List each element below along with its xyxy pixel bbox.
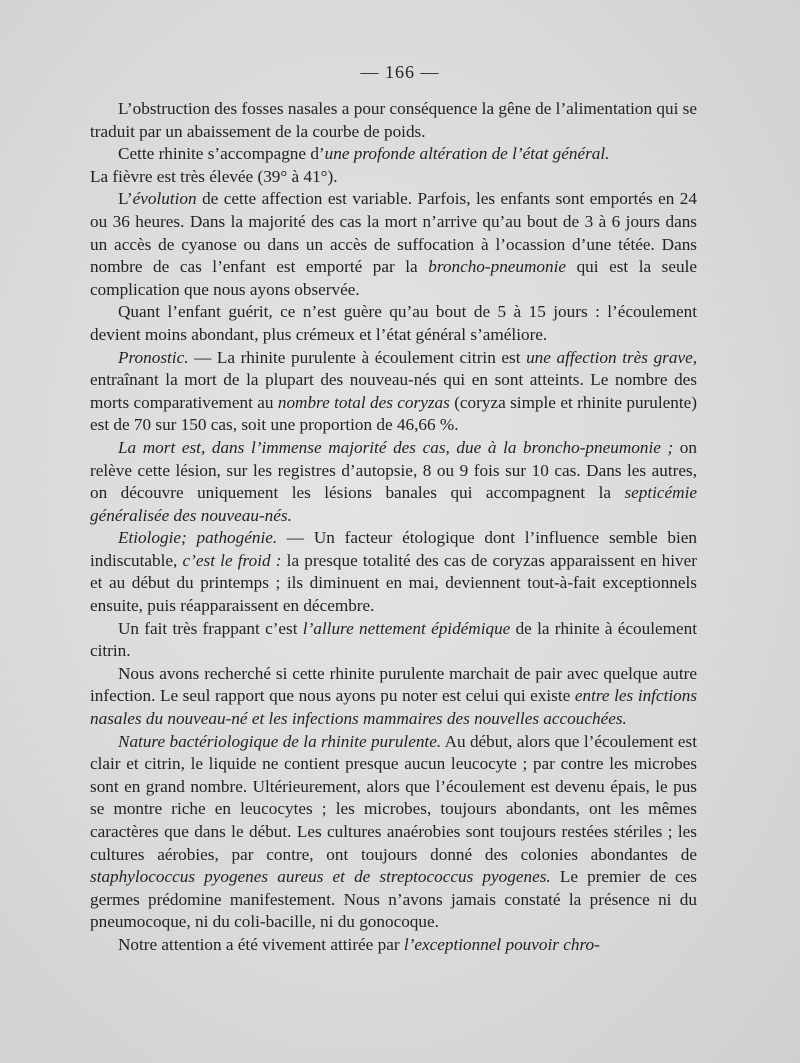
text-run: on relève cette lésion, sur les registres d’autopsie, 8 ou 9 fois sur 10 cas. Dans les autres, on découvre uniquement les lésions banales qui accompagnent la [90, 437, 697, 503]
italic-run: l’allure nettement épidémique [302, 618, 511, 638]
italic-run: septicémie généralisée des nouveau-nés. [90, 483, 697, 525]
italic-run: broncho-pneumonie [428, 257, 567, 277]
text-run: Quant l’enfant guérit, ce n’est guère qu’au bout de 5 à 15 jours : l’écoulement devient moins abondant, plus crémeux et l’état général s’améliore. [90, 302, 697, 344]
text-run: L’ [118, 189, 133, 209]
text-run: de cette affection est variable. Parfois, les enfants sont emportés en 24 ou 36 heures. Dans la majorité des cas la mort n’arrive qu’au bout de 3 à 6 jours dans un accès de cyanose ou dans un accès de suffocation à l’ocassion d’une tétée. Dans nombre de cas l’enfant est emporté par la [90, 189, 697, 277]
text-run: — Un facteur étologique dont l’influence semble bien indiscutable, [90, 528, 697, 570]
paragraph [90, 731, 697, 934]
italic-run: entre les infctions nasales du nouveau-né et les infections mammaires des nouvelles accouchées. [90, 686, 698, 729]
paragraph [90, 301, 697, 346]
italic-run: l’exceptionnel pouvoir chro- [403, 934, 600, 954]
paragraph [90, 618, 697, 663]
text-run: qui est la seule complication que nous ayons observée. [90, 257, 697, 299]
italic-run: évolution [132, 189, 197, 209]
italic-run: une profonde altération de l’état général. [324, 144, 610, 164]
paragraph [90, 143, 697, 166]
paragraph [90, 934, 697, 957]
italic-run: staphylococcus pyogenes aureus et de streptococcus pyogenes. [90, 867, 551, 887]
page-number: — 166 — [360, 62, 440, 82]
paragraph [90, 347, 697, 437]
italic-run: Nature bactériologique de la rhinite purulente. [118, 731, 442, 751]
text-run: de la rhinite à écoulement citrin. [90, 618, 697, 661]
text-run: Notre attention a été vivement attirée par [118, 934, 404, 954]
text-run: (coryza simple et rhinite purulente) est de 70 sur 150 cas, soit une proportion de 46,66 %. [90, 392, 697, 435]
text-run: Au début, alors que l’écoulement est clair et citrin, le liquide ne contient presque aucun leucocyte ; par contre les microbes sont en grand nombre. Ultérieurement, alors que l’écoulement est devenu épais, le pus se montre riche en leucocytes ; les microbes, toujours abondants, ont les mêmes caractères que dans le début. Les cultures anaérobies sont toujours restées stériles ; les cultures aérobies, par contre, ont toujours donné des colonies abondantes de [90, 731, 698, 864]
paragraph [90, 188, 697, 301]
paragraph [90, 437, 697, 527]
body-text [90, 98, 697, 957]
text-run: — La rhinite purulente à écoulement citrin est [188, 347, 527, 367]
text-run: la presque totalité des cas de coryzas apparaissent en hiver et au début du printemps ; ils diminuent en mai, deviennent tout-à-fait exceptionnels ensuite, puis réapparaissent en décembre. [90, 550, 697, 616]
text-run: Le premier de ces germes prédomine manifestement. Nous n’avons jamais constaté la présence ni du pneumocoque, ni du coli-bacille, ni du gonocoque. [90, 867, 697, 932]
text-run: La fièvre est très élevée (39° à 41°). [90, 166, 338, 186]
italic-run: Pronostic. [118, 347, 189, 367]
text-run: Cette rhinite s’accompagne d’ [118, 144, 325, 164]
paragraph [90, 527, 697, 617]
text-run: Un fait très frappant c’est [118, 618, 303, 638]
paragraph [90, 98, 697, 143]
italic-run: nombre total des coryzas [277, 392, 450, 412]
italic-run: une affection très grave, [526, 347, 698, 367]
text-run: L’obstruction des fosses nasales a pour conséquence la gêne de l’alimentation qui se traduit par un abaissement de la courbe de poids. [90, 99, 697, 141]
paragraph [90, 166, 697, 189]
paragraph [90, 663, 697, 731]
italic-run: La mort est, dans l’immense majorité des cas, due à la broncho-pneumonie ; [118, 437, 674, 457]
text-run: Nous avons recherché si cette rhinite purulente marchait de pair avec quelque autre infection. Le seul rapport que nous ayons pu noter est celui qui existe [90, 663, 697, 706]
italic-run: c’est le froid : [182, 550, 282, 570]
italic-run: Etiologie; pathogénie. [118, 528, 278, 548]
text-run: entraînant la mort de la plupart des nouveau-nés qui en sont atteints. Le nombre des morts comparativement au [90, 370, 697, 412]
